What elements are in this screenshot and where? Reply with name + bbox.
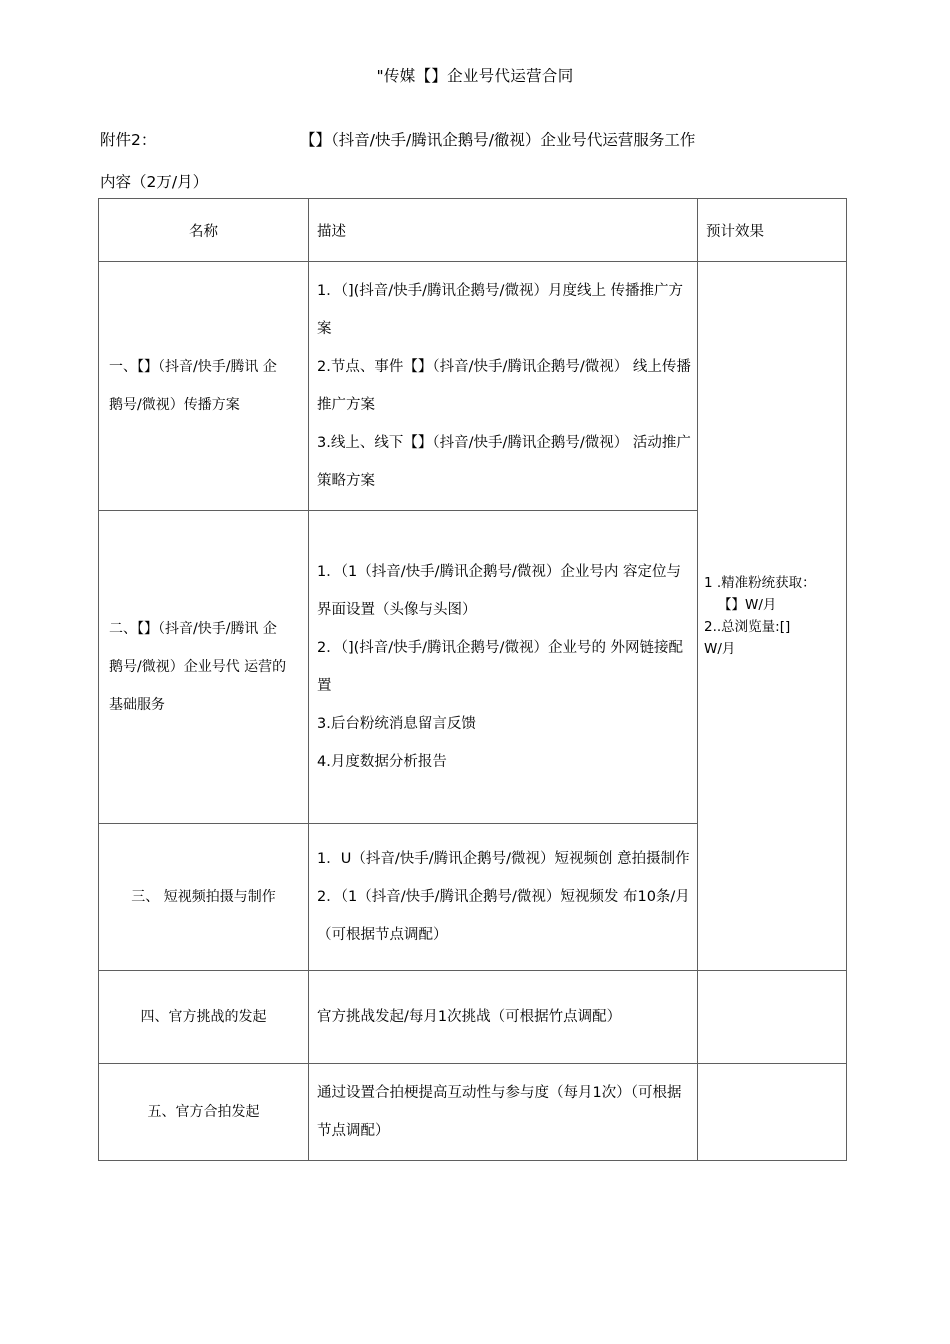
row-name-text bbox=[99, 990, 308, 1044]
table-row bbox=[99, 1064, 847, 1161]
attachment-heading-line2: 内容（2万/月） bbox=[100, 173, 209, 191]
header-label-description: 描述 bbox=[317, 223, 346, 240]
header-cell-effect bbox=[698, 199, 847, 262]
header-cell-name bbox=[99, 199, 309, 262]
row-name-line: 鹅号/微视）企业号代 运营的 bbox=[109, 659, 287, 675]
description-item: 2．（](抖音/快手/腾讯企鹅号/微视）企业号的 外网链接配置 bbox=[317, 640, 684, 694]
description-item: 通过设置合拍梗提高互动性与参与度（每月1次）（可根据节点调配） bbox=[317, 1085, 682, 1139]
effect-line: 【】W/月 bbox=[718, 597, 777, 613]
effect-line: 1 .精准粉统获取： bbox=[704, 575, 816, 591]
header-label-name: 名称 bbox=[189, 223, 218, 240]
row-description-text bbox=[309, 830, 697, 964]
row-description-cell bbox=[309, 511, 698, 824]
row-description-cell bbox=[309, 824, 698, 971]
row-name-line: 四、官方挑战的发起 bbox=[140, 1009, 267, 1025]
effect-line: 2..总浏览量:[] bbox=[704, 619, 791, 635]
work-content-table bbox=[98, 198, 847, 1161]
row-description-cell bbox=[309, 971, 698, 1064]
table-row bbox=[99, 262, 847, 511]
row-name-cell bbox=[99, 824, 309, 971]
description-item: 2．（1（抖音/快手/腾讯企鹅号/微视）短视频发 布10条/月（可根据节点调配） bbox=[317, 889, 690, 943]
row-name-line: 一、【】（抖音/快手/腾讯 企 bbox=[109, 359, 277, 375]
effect-text-empty bbox=[698, 1009, 846, 1025]
row-description-text bbox=[309, 988, 697, 1046]
document-title: "传媒【】企业号代运营合同 bbox=[376, 67, 574, 85]
row-name-text bbox=[99, 870, 308, 924]
row-description-text bbox=[309, 1064, 697, 1160]
row-name-cell bbox=[99, 1064, 309, 1161]
header-cell-description bbox=[309, 199, 698, 262]
row-description-cell bbox=[309, 262, 698, 511]
row-name-text bbox=[99, 602, 308, 732]
row-name-line: 鹅号/微视）传播方案 bbox=[109, 397, 240, 413]
row-name-line: 二、【】（抖音/快手/腾讯 企 bbox=[109, 621, 277, 637]
attachment-heading-line1 bbox=[100, 130, 860, 150]
description-item: 2.节点、事件【】（抖音/快手/腾讯企鹅号/微视） 线上传播推广方案 bbox=[317, 359, 691, 413]
row-name-cell bbox=[99, 511, 309, 824]
row-name-line: 五、官方合拍发起 bbox=[147, 1104, 260, 1120]
description-item: 1．（](抖音/快手/腾讯企鹅号/微视）月度线上 传播推广方案 bbox=[317, 283, 684, 337]
row-name-text bbox=[99, 1085, 308, 1139]
table-row bbox=[99, 971, 847, 1064]
table-header-row bbox=[99, 199, 847, 262]
row-name-cell bbox=[99, 971, 309, 1064]
row-description-cell bbox=[309, 1064, 698, 1161]
row-description-text bbox=[309, 543, 697, 791]
row-effect-cell bbox=[698, 1064, 847, 1161]
effect-text bbox=[698, 564, 846, 668]
description-item: 3.后台粉统消息留言反馈 bbox=[317, 716, 476, 732]
description-item: 3.线上、线下【】（抖音/快手/腾讯企鹅号/微视） 活动推广策略方案 bbox=[317, 435, 691, 489]
header-label-effect: 预计效果 bbox=[706, 223, 764, 240]
effect-text-empty bbox=[698, 1104, 846, 1120]
row-description-text bbox=[309, 262, 697, 510]
row-effect-cell bbox=[698, 262, 847, 971]
row-effect-cell bbox=[698, 971, 847, 1064]
row-name-text bbox=[99, 340, 308, 432]
effect-line: W/月 bbox=[704, 641, 736, 657]
description-item: 官方挑战发起/每月1次挑战（可根据竹点调配） bbox=[317, 1009, 622, 1025]
row-name-cell bbox=[99, 262, 309, 511]
description-item: 4.月度数据分析报告 bbox=[317, 754, 447, 770]
description-item: 1．U（抖音/快手/腾讯企鹅号/微视）短视频创 意拍摄制作 bbox=[317, 851, 690, 867]
attachment-label: 附件2： bbox=[100, 131, 157, 149]
row-name-line: 基础服务 bbox=[109, 697, 165, 713]
description-item: 1．（1（抖音/快手/腾讯企鹅号/微视）企业号内 容定位与界面设置（头像与头图） bbox=[317, 564, 681, 618]
attachment-title-text: 【】（抖音/快手/腾讯企鹅号/徹视）企业号代运营服务工作 bbox=[300, 131, 696, 149]
row-name-line: 三、 短视频拍摄与制作 bbox=[131, 889, 276, 905]
